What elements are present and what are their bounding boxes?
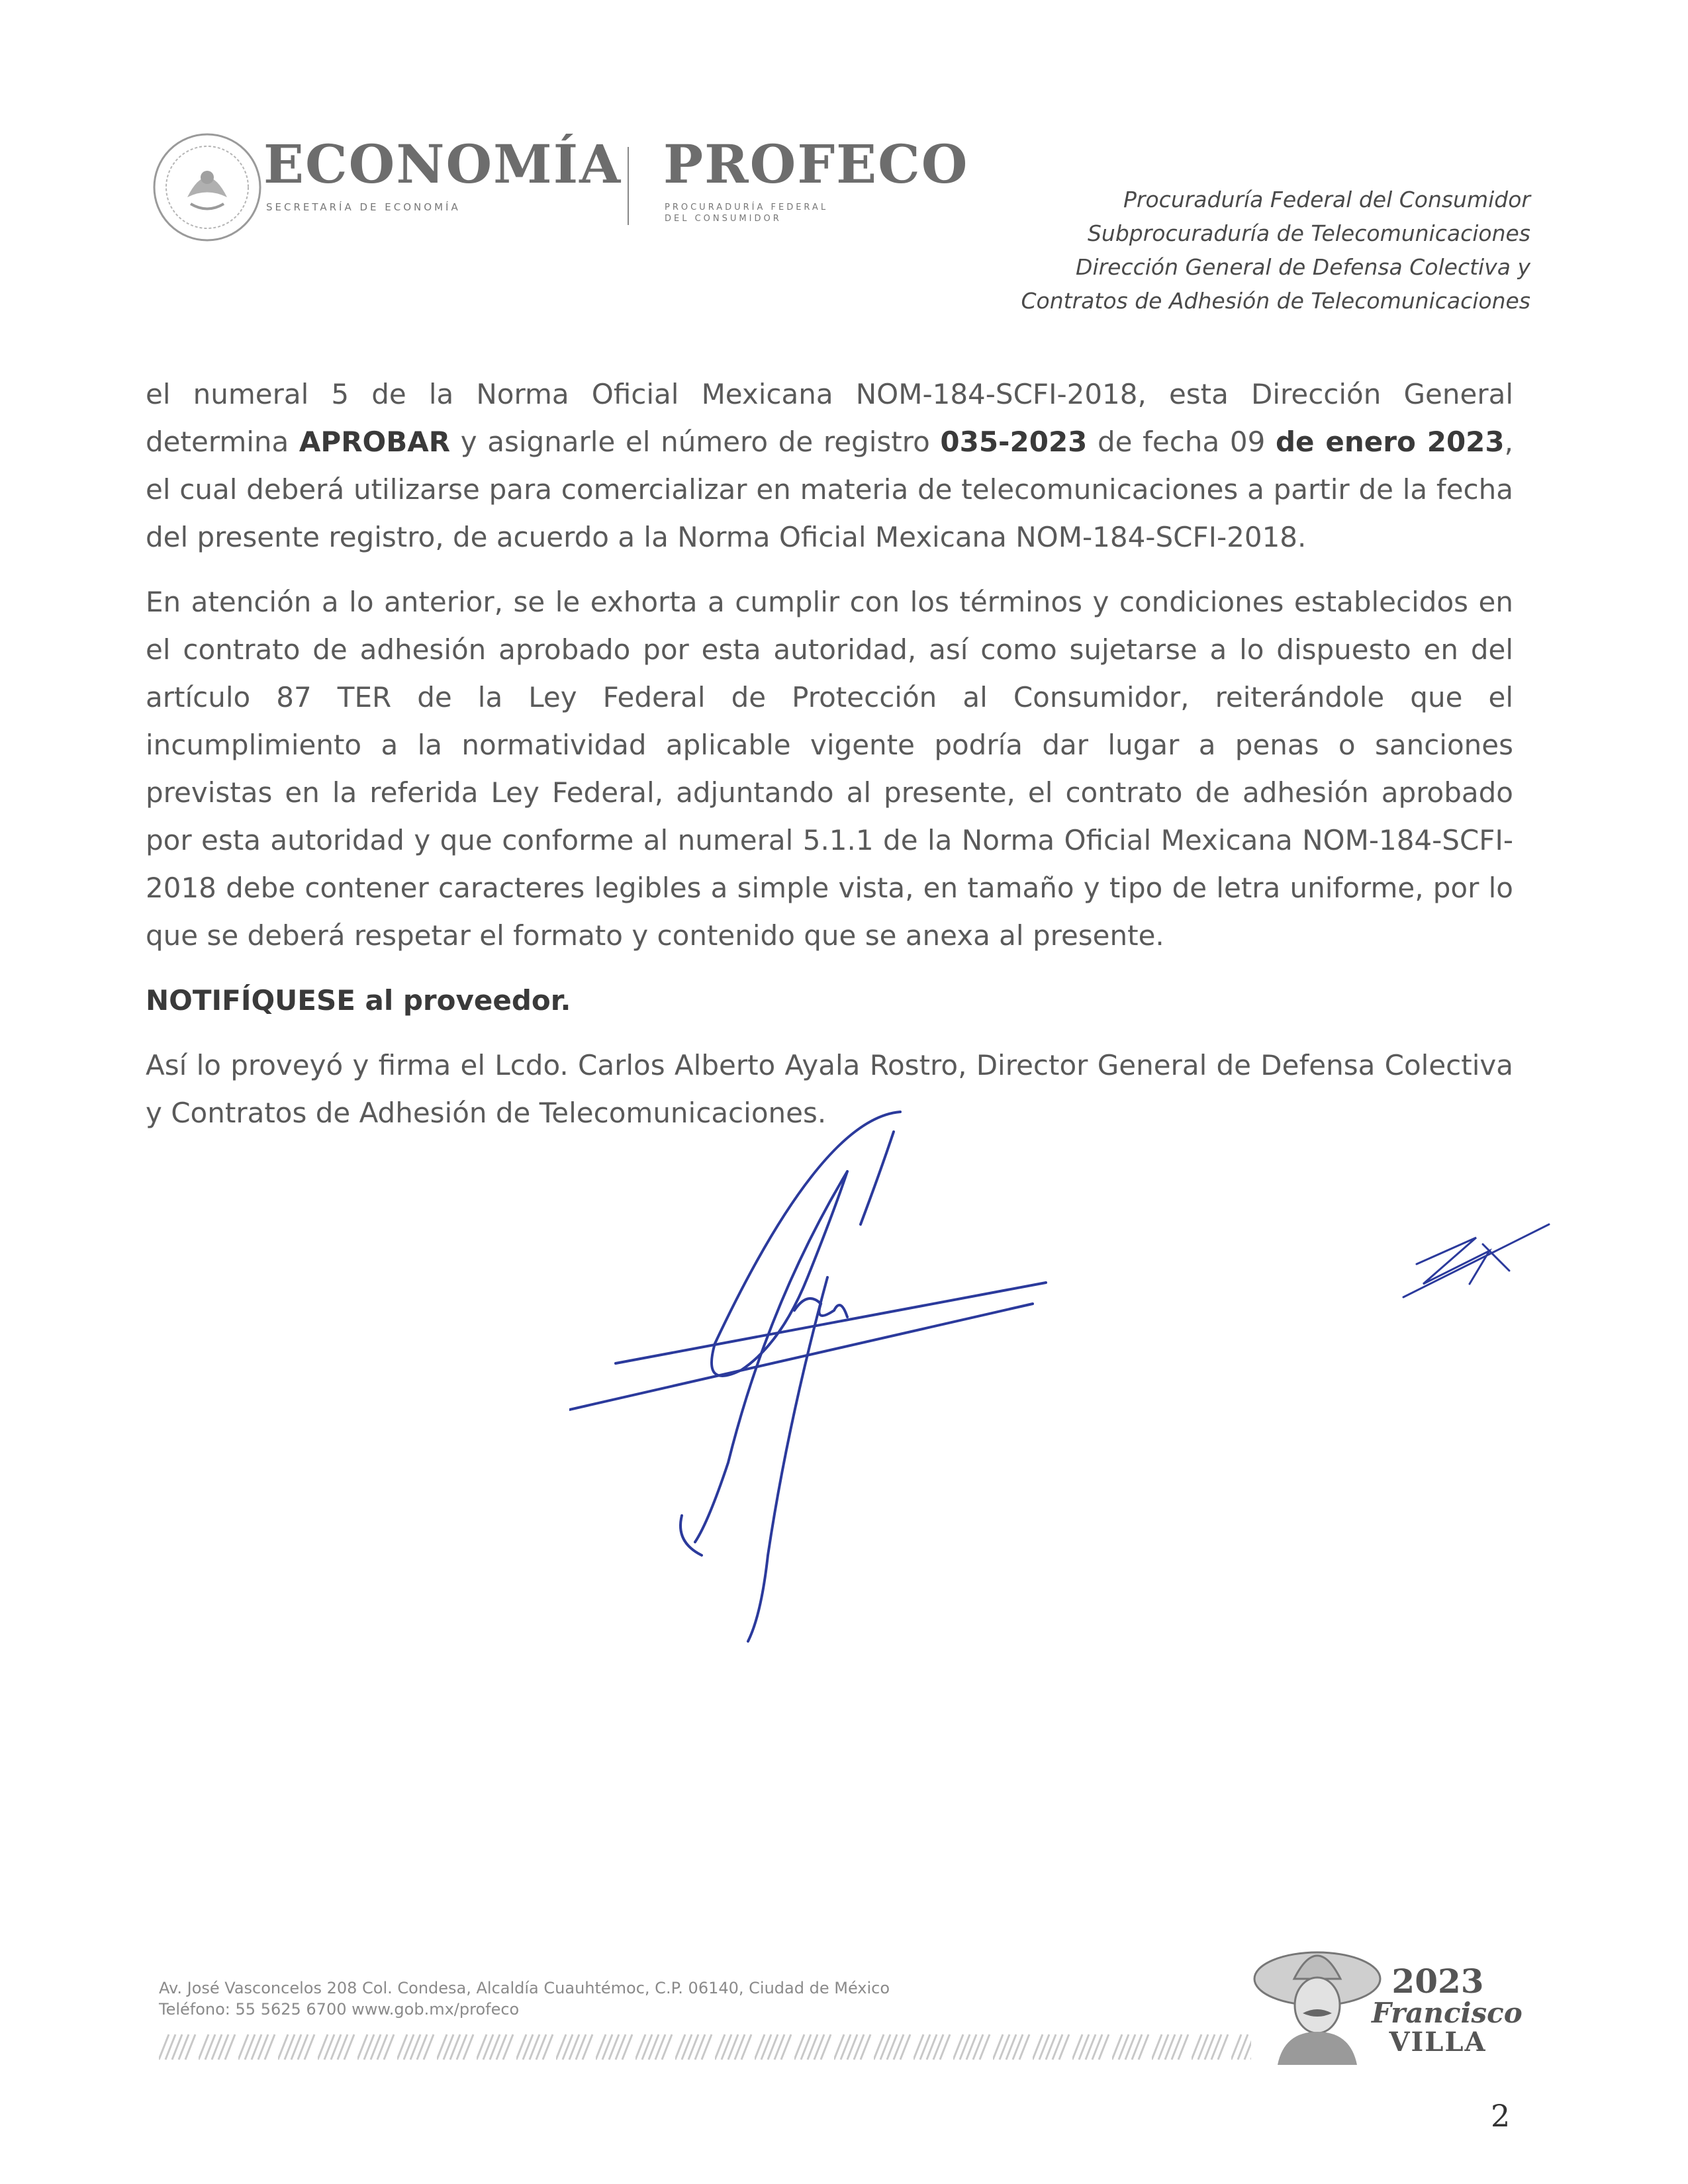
profeco-subtitle-line2: DEL CONSUMIDOR [665, 214, 782, 224]
economia-title: ECONOMÍA [263, 133, 622, 195]
paragraph-exhortation: En atención a lo anterior, se le exhorta a cumplir con los términos y condiciones establecidos en el contrato de adhesión aprobado por esta autoridad, así como sujetarse a lo dispuesto en del artículo 87 TER de la Ley Federal de Protección al Consumidor, reiterándole que el incumplimiento a la normatividad aplicable vigente podría dar lugar a penas o sanciones previstas en la referida Ley Federal, adjuntando al presente, el contrato de adhesión aprobado por esta autoridad y que conforme al numeral 5.1.1 de la Norma Oficial Mexicana NOM-184-SCFI-2018 debe contener caracteres legibles a simple vista, en tamaño y tipo de letra uniforme, por lo que se deberá respetar el formato y contenido que se anexa al presente. [146, 586, 1513, 952]
paragraph-signatory: Así lo proveyó y firma el Lcdo. Carlos Alberto Ayala Rostro, Director General de Defensa Colectiva y Contratos de Adhesión de Telecomunicaciones. [146, 1049, 1513, 1129]
greca-pattern-icon [159, 2026, 1251, 2068]
footer-address [159, 1978, 890, 2020]
commemorative-year: 2023 [1391, 1962, 1484, 2001]
coat-of-arms-seal-icon [151, 131, 263, 244]
agency-block [1021, 183, 1530, 318]
agency-line: Dirección General de Defensa Colectiva y [1076, 254, 1530, 280]
contact-line: Teléfono: 55 5625 6700 www.gob.mx/profeco [159, 2000, 520, 2019]
commemorative-name: Francisco [1372, 1997, 1523, 2029]
signature-icon [569, 1092, 1072, 1661]
document-body [146, 371, 1513, 1154]
initials-icon [1397, 1211, 1556, 1317]
profeco-subtitle-line1: PROCURADURÍA FEDERAL [665, 203, 829, 212]
profeco-title: PROFECO [663, 133, 969, 195]
commemorative-surname: VILLA [1389, 2026, 1487, 2058]
registration-number: 035-2023 [940, 426, 1088, 458]
header-divider [628, 147, 629, 225]
page-number: 2 [1491, 2098, 1511, 2134]
agency-line: Contratos de Adhesión de Telecomunicaciones [1021, 288, 1530, 314]
profeco-subtitle [665, 202, 828, 224]
approval-keyword: APROBAR [299, 426, 451, 458]
address-line: Av. José Vasconcelos 208 Col. Condesa, Alcaldía Cuauhtémoc, C.P. 06140, Ciudad de México [159, 1979, 890, 1997]
francisco-villa-portrait-icon [1244, 1933, 1383, 2065]
notification-line: NOTIFÍQUESE al proveedor. [146, 984, 571, 1017]
registration-date: de enero 2023 [1275, 426, 1505, 458]
economia-subtitle: SECRETARÍA DE ECONOMÍA [266, 201, 461, 213]
paragraph-approval: el numeral 5 de la Norma Oficial Mexicana NOM-184-SCFI-2018, esta Dirección General determina APROBAR y asignarle el número de registro 035-2023 de fecha 09 de enero 2023, el cual deberá utilizarse para comercializar en materia de telecomunicaciones a partir de la fecha del presente registro, de acuerdo a la Norma Oficial Mexicana NOM-184-SCFI-2018. [146, 378, 1513, 553]
agency-line: Subprocuraduría de Telecomunicaciones [1087, 220, 1530, 246]
agency-line: Procuraduría Federal del Consumidor [1123, 187, 1530, 212]
commemorative-text [1372, 1962, 1523, 2058]
